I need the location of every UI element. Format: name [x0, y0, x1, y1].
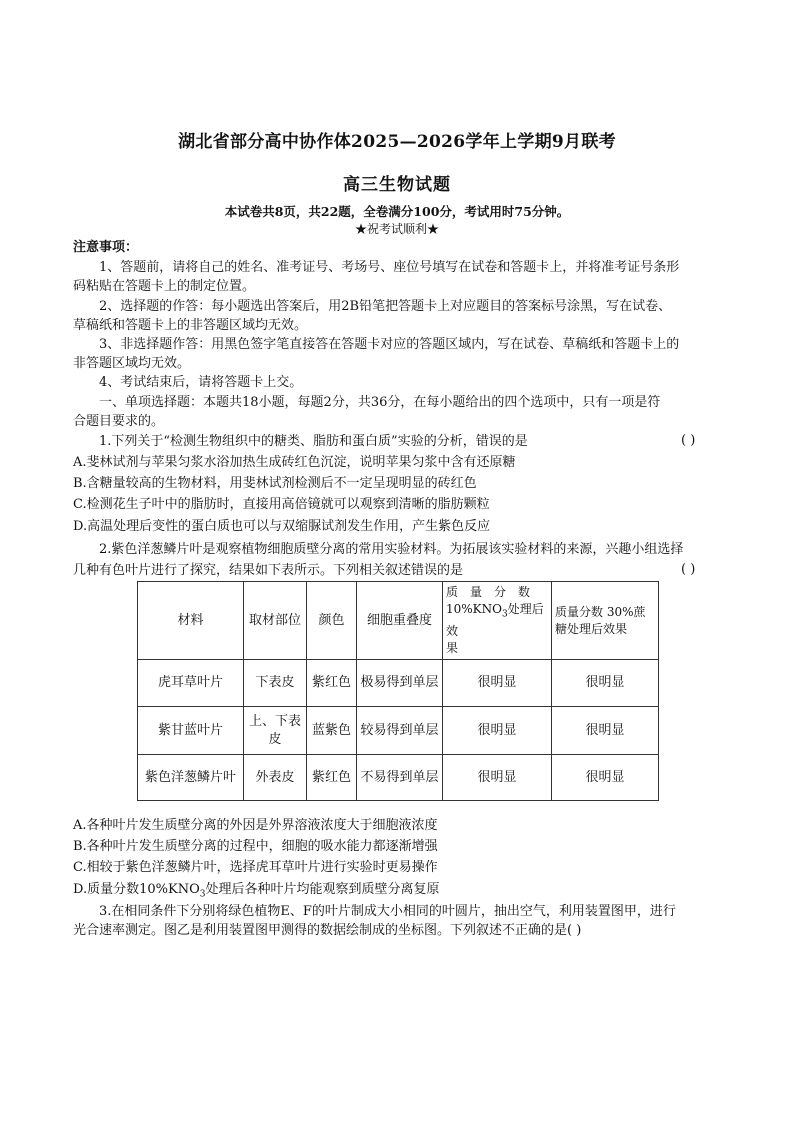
table-cell: 很明显: [443, 707, 552, 755]
question-1-option-b: B.含糖量较高的生物材料，用斐林试剂检测后不一定呈现明显的砖红色: [73, 476, 477, 491]
table-cell: 很明显: [443, 660, 552, 707]
table-cell: 上、下表皮: [244, 707, 307, 755]
header-text: 处理后效: [446, 602, 544, 639]
header-text: 质量分数 30%蔗: [555, 604, 646, 619]
question-2-stem: 几种有色叶片进行了探究，结果如下表所示。下列相关叙述错误的是: [73, 563, 464, 578]
table-cell: 很明显: [552, 707, 659, 755]
exam-title: 湖北省部分高中协作体2025—2026学年上学期9月联考: [178, 132, 616, 152]
exam-info: 本试卷共8页，共22题，全卷满分100分，考试用时75分钟。: [224, 204, 570, 219]
question-2-option-c: C.相较于紫色洋葱鳞片叶，选择虎耳草叶片进行实验时更易操作: [73, 860, 438, 875]
table-cell: 很明显: [552, 755, 659, 801]
answer-blank: ( ): [681, 433, 696, 448]
header-subscript: 3: [501, 609, 508, 620]
table-header-cell-kno3: [443, 582, 552, 660]
question-1-stem: 1.下列关于“检测生物组织中的糖类、脂肪和蛋白质”实验的分析，错误的是: [99, 434, 528, 449]
option-text: D.质量分数10%KNO: [73, 882, 200, 897]
notice-line: 3、非选择题作答：用黑色签字笔直接答在答题卡对应的答题区域内，写在试卷、草稿纸和答题卡上的: [99, 337, 680, 352]
table-header-cell-sucrose: [552, 582, 659, 660]
notice-line: 非答题区域均无效。: [73, 356, 191, 371]
question-2-option-a: A.各种叶片发生质壁分离的外因是外界溶液浓度大于细胞液浓度: [73, 818, 438, 833]
table-row: [138, 660, 659, 707]
question-2-option-b: B.各种叶片发生质壁分离的过程中，细胞的吸水能力都逐渐增强: [73, 839, 438, 854]
table-header-cell: 取材部位: [244, 582, 307, 660]
question-3-stem: 3.在相同条件下分别将绿色植物E、F的叶片制成大小相同的叶圆片，抽出空气，利用装置图甲，进行: [99, 904, 676, 919]
table-header-cell: 细胞重叠度: [357, 582, 443, 660]
table-header-cell: 材料: [138, 582, 244, 660]
table-cell: 不易得到单层: [357, 755, 443, 801]
answer-blank: ( ): [681, 562, 696, 577]
section-intro: 合题目要求的。: [73, 414, 165, 429]
table-cell: 较易得到单层: [357, 707, 443, 755]
table-row: [138, 755, 659, 801]
table-cell: 很明显: [552, 660, 659, 707]
table-cell: 紫红色: [307, 755, 357, 801]
option-subscript: 3: [199, 889, 206, 900]
table-cell: 下表皮: [244, 660, 307, 707]
table-cell: 很明显: [443, 755, 552, 801]
question-1-option-d: D.高温处理后变性的蛋白质也可以与双缩脲试剂发生作用，产生紫色反应: [73, 519, 491, 534]
table-cell: 紫红色: [307, 660, 357, 707]
table-cell: 极易得到单层: [357, 660, 443, 707]
notice-line: 4、考试结束后，请将答题卡上交。: [99, 375, 303, 390]
question-1-option-a: A.斐林试剂与苹果匀浆水浴加热生成砖红色沉淀，说明苹果匀浆中含有还原糖: [73, 455, 516, 470]
notice-line: 2、选择题的作答：每小题选出答案后，用2B铅笔把答题卡上对应题目的答案标号涂黑，写在试卷、: [99, 299, 672, 314]
notice-line: 草稿纸和答题卡上的非答题区域均无效。: [73, 318, 308, 333]
results-table: [137, 581, 659, 801]
question-1-option-c: C.检测花生子叶中的脂肪时，直接用高倍镜就可以观察到清晰的脂肪颗粒: [73, 497, 490, 512]
question-2-option-d: [73, 881, 439, 904]
table-cell: 虎耳草叶片: [138, 660, 244, 707]
notice-heading: 注意事项：: [73, 240, 139, 255]
exam-subject: 高三生物试题: [343, 175, 451, 195]
header-text: 质 量 分 数: [446, 585, 531, 599]
notice-line: 1、答题前，请将自己的姓名、准考证号、考场号、座位号填写在试卷和答题卡上，并将准考证号条形: [99, 260, 680, 275]
question-2-stem: 2.紫色洋葱鳞片叶是观察植物细胞质壁分离的常用实验材料。为拓展该实验材料的来源，兴趣小组选择: [99, 542, 684, 557]
header-text: 糖处理后效果: [555, 621, 628, 636]
exam-wish: ★祝考试顺利★: [354, 222, 439, 236]
section-intro: 一、单项选择题：本题共18小题，每题2分，共36分，在每小题给出的四个选项中，只有一项是符: [99, 395, 661, 410]
header-text: 10%KNO: [446, 602, 502, 616]
table-cell: 外表皮: [244, 755, 307, 801]
table-row: [138, 707, 659, 755]
table-header-cell: 颜色: [307, 582, 357, 660]
table-header-row: [138, 582, 659, 660]
table-cell: 蓝紫色: [307, 707, 357, 755]
header-text: 果: [446, 641, 459, 656]
option-text: 处理后各种叶片均能观察到质壁分离复原: [205, 882, 440, 897]
table-cell: 紫色洋葱鳞片叶: [138, 755, 244, 801]
table-cell: 紫甘蓝叶片: [138, 707, 244, 755]
notice-line: 码粘贴在答题卡上的制定位置。: [73, 279, 256, 294]
question-3-stem: 光合速率测定。图乙是利用装置图甲测得的数据绘制成的坐标图。下列叙述不正确的是( ): [73, 923, 582, 938]
